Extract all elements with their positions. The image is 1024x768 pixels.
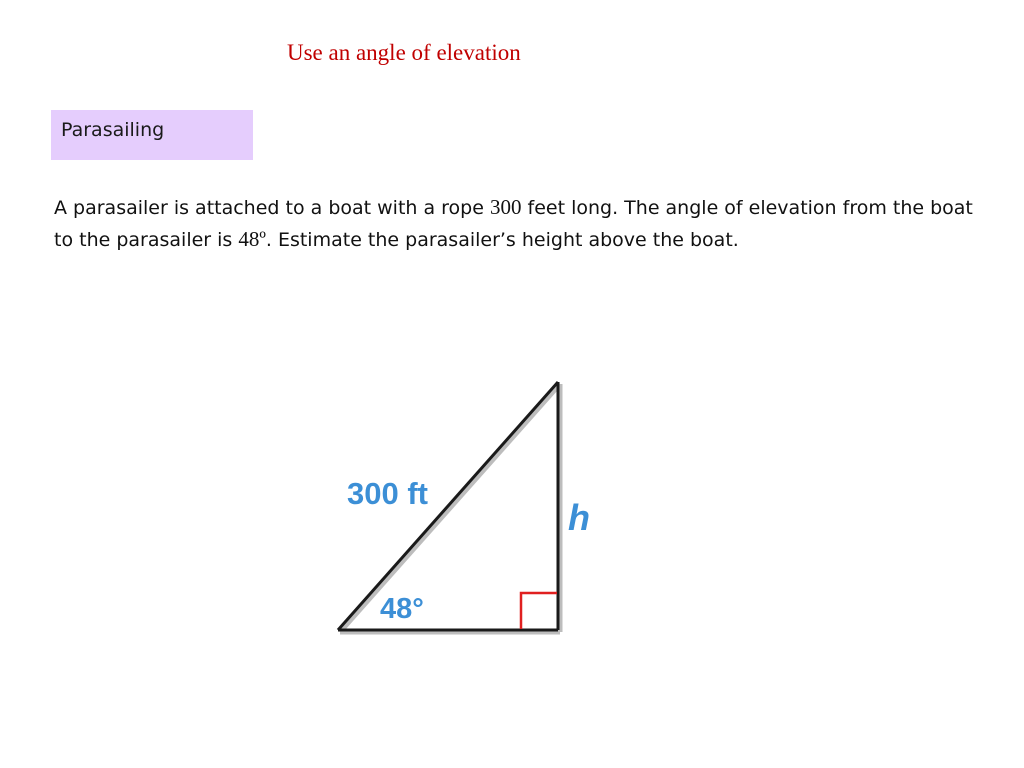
rope-length-value: 300 (489, 195, 522, 219)
section-label: Parasailing (61, 119, 165, 141)
height-label: h (568, 497, 590, 538)
hypotenuse-label: 300 ft (347, 476, 428, 511)
problem-text-part2: feet long. The angle of elevation from the boat to the parasailer is (54, 197, 973, 251)
problem-text-part3: . Estimate the parasailer’s height above the boat. (265, 229, 739, 251)
angle-label: 48° (380, 593, 424, 625)
right-angle-marker (521, 593, 557, 629)
problem-text-part1: A parasailer is attached to a boat with a rope (54, 197, 490, 219)
angle-value: 48º (238, 227, 266, 251)
section-header (51, 110, 253, 160)
slide-title: Use an angle of elevation (287, 40, 521, 65)
right-triangle-diagram (320, 370, 610, 645)
problem-statement (54, 192, 974, 256)
